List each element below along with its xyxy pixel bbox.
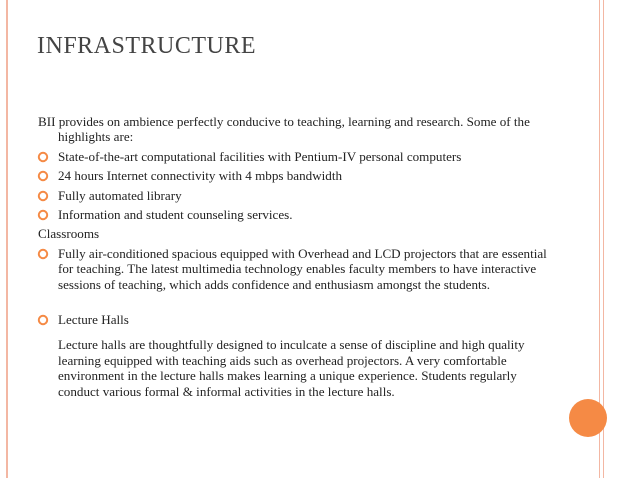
bullet-icon <box>36 312 50 327</box>
section-spacer <box>38 292 558 308</box>
orange-decorative-circle <box>569 399 607 437</box>
highlight-item <box>38 207 558 222</box>
highlight-item <box>38 149 558 164</box>
lecture-halls-heading-item <box>38 312 558 327</box>
left-decorative-rule <box>6 0 8 478</box>
highlight-text: Information and student counseling services. <box>58 207 293 223</box>
highlight-item <box>38 188 558 203</box>
highlight-text: 24 hours Internet connectivity with 4 mbps bandwidth <box>58 168 343 184</box>
classrooms-description: Fully air-conditioned spacious equipped with Overhead and LCD projectors that are essential for teaching. The latest multimedia technology enables faculty members to have interactive sessions of teaching, which adds confidence and enthusiasm amongst the students. <box>58 245 547 292</box>
slide-content <box>38 114 558 399</box>
highlight-text: Fully automated library <box>58 187 182 203</box>
classrooms-heading: Classrooms <box>38 226 100 242</box>
highlight-text: State-of-the-art computational facilities with Pentium-IV personal computers <box>58 148 462 164</box>
lecture-halls-heading: Lecture Halls <box>58 312 129 328</box>
bullet-icon <box>36 246 50 261</box>
section-spacer <box>38 327 558 337</box>
bullet-icon <box>36 149 50 164</box>
bullet-icon <box>36 188 50 203</box>
bullet-icon <box>36 207 50 222</box>
bullet-icon <box>36 168 50 183</box>
highlight-item <box>38 168 558 183</box>
intro-paragraph: BII provides on ambience perfectly conducive to teaching, learning and research. Some of the highlights are: <box>38 114 530 145</box>
lecture-halls-description: Lecture halls are thoughtfully designed to inculcate a sense of discipline and high quality learning equipped with teaching aids such as overhead projectors. A very comfortable environment in the lecture halls makes learning a unique experience. Students regularly conduct various formal & informal activities in the lecture halls. <box>58 337 525 399</box>
slide-title: INFRASTRUCTURE <box>37 33 257 59</box>
